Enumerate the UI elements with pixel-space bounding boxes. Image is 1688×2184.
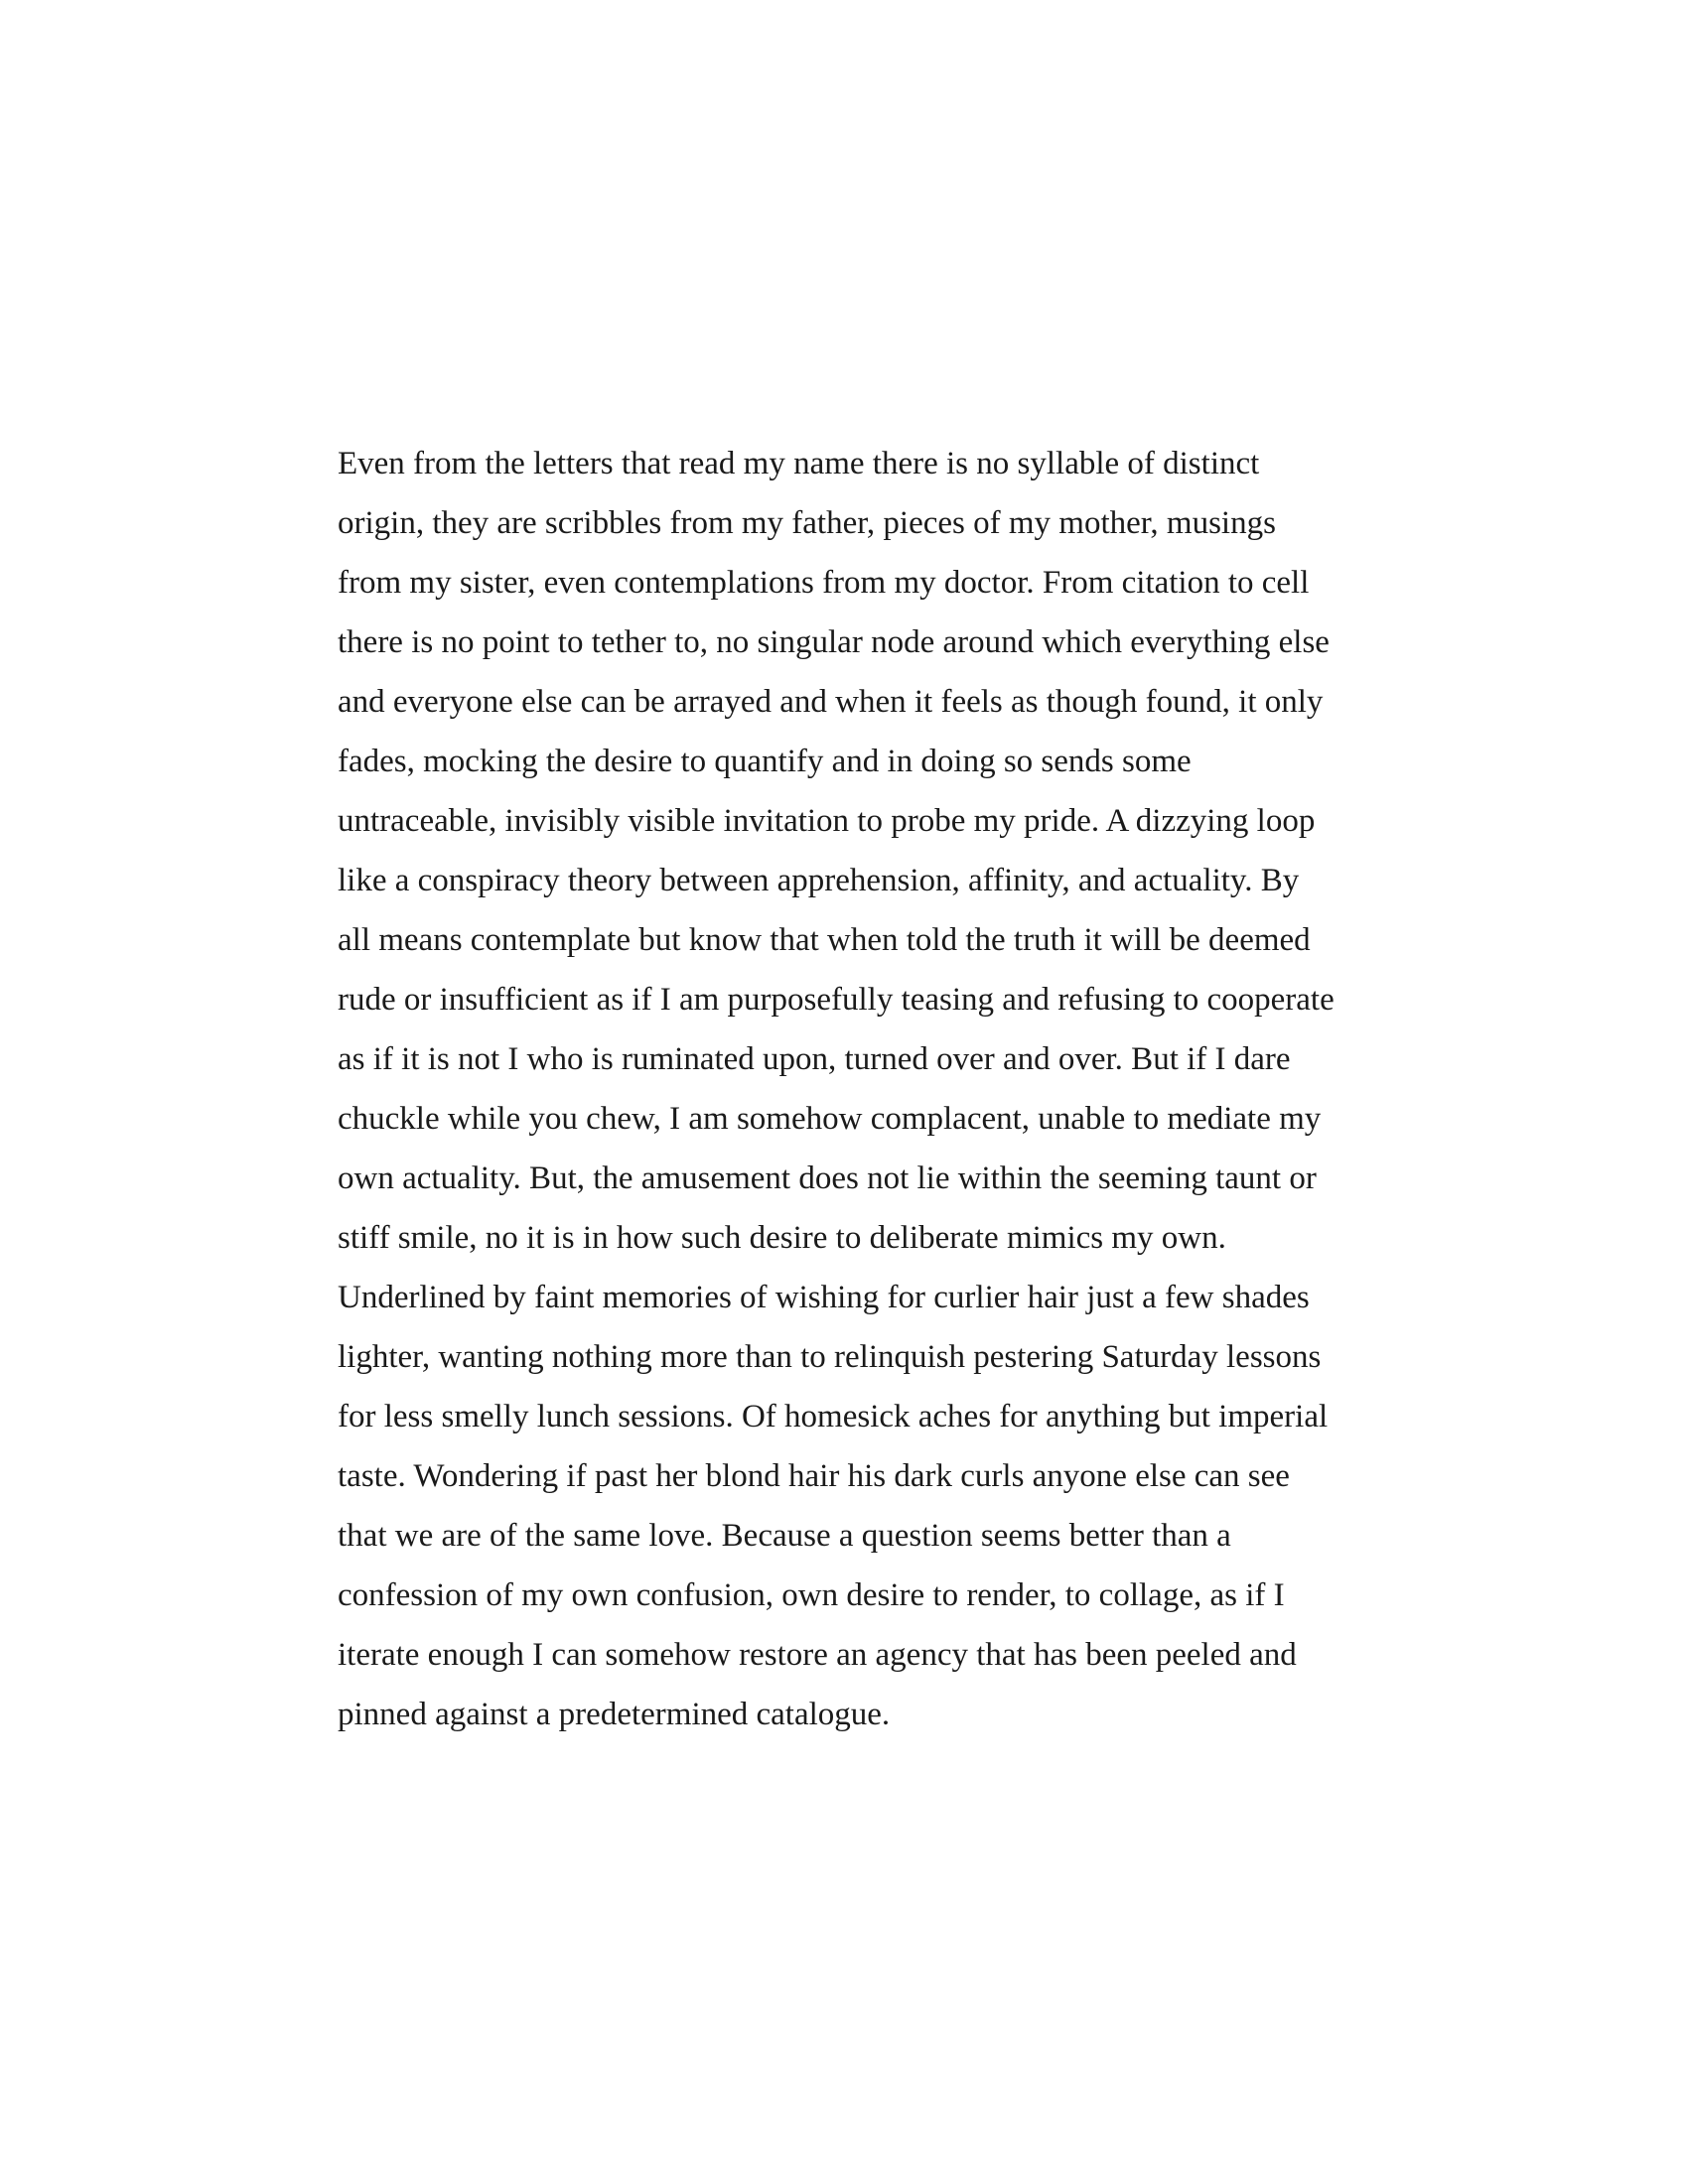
text-line: all means contemplate but know that when told the truth it will be deemed — [338, 922, 1311, 958]
text-line: chuckle while you chew, I am somehow complacent, unable to mediate my — [338, 1101, 1322, 1137]
text-line: pinned against a predetermined catalogue. — [338, 1697, 891, 1732]
text-line: as if it is not I who is ruminated upon, turned over and over. But if I dare — [338, 1041, 1291, 1077]
text-line: iterate enough I can somehow restore an agency that has been peeled and — [338, 1637, 1297, 1673]
text-line: and everyone else can be arrayed and when it feels as though found, it only — [338, 684, 1324, 720]
text-line: taste. Wondering if past her blond hair his dark curls anyone else can see — [338, 1458, 1290, 1494]
text-line: that we are of the same love. Because a question seems better than a — [338, 1518, 1231, 1554]
text-line: for less smelly lunch sessions. Of homesick aches for anything but imperial — [338, 1399, 1329, 1434]
text-line: untraceable, invisibly visible invitation to probe my pride. A dizzying loop — [338, 803, 1316, 839]
text-line: lighter, wanting nothing more than to relinquish pestering Saturday lessons — [338, 1339, 1322, 1375]
text-line: there is no point to tether to, no singular node around which everything else — [338, 624, 1330, 660]
text-line: from my sister, even contemplations from my doctor. From citation to cell — [338, 565, 1310, 601]
text-line: rude or insufficient as if I am purposefully teasing and refusing to cooperate — [338, 982, 1335, 1018]
body-paragraph — [338, 434, 1350, 1744]
text-line: origin, they are scribbles from my father, pieces of my mother, musings — [338, 505, 1276, 541]
text-line: Even from the letters that read my name there is no syllable of distinct — [338, 446, 1260, 481]
text-line: fades, mocking the desire to quantify and in doing so sends some — [338, 744, 1192, 779]
text-line: own actuality. But, the amusement does not lie within the seeming taunt or — [338, 1160, 1317, 1196]
text-line: stiff smile, no it is in how such desire to deliberate mimics my own. — [338, 1220, 1226, 1256]
text-line: like a conspiracy theory between apprehension, affinity, and actuality. By — [338, 863, 1300, 898]
text-line: Underlined by faint memories of wishing for curlier hair just a few shades — [338, 1280, 1310, 1315]
text-line: confession of my own confusion, own desire to render, to collage, as if I — [338, 1577, 1285, 1613]
